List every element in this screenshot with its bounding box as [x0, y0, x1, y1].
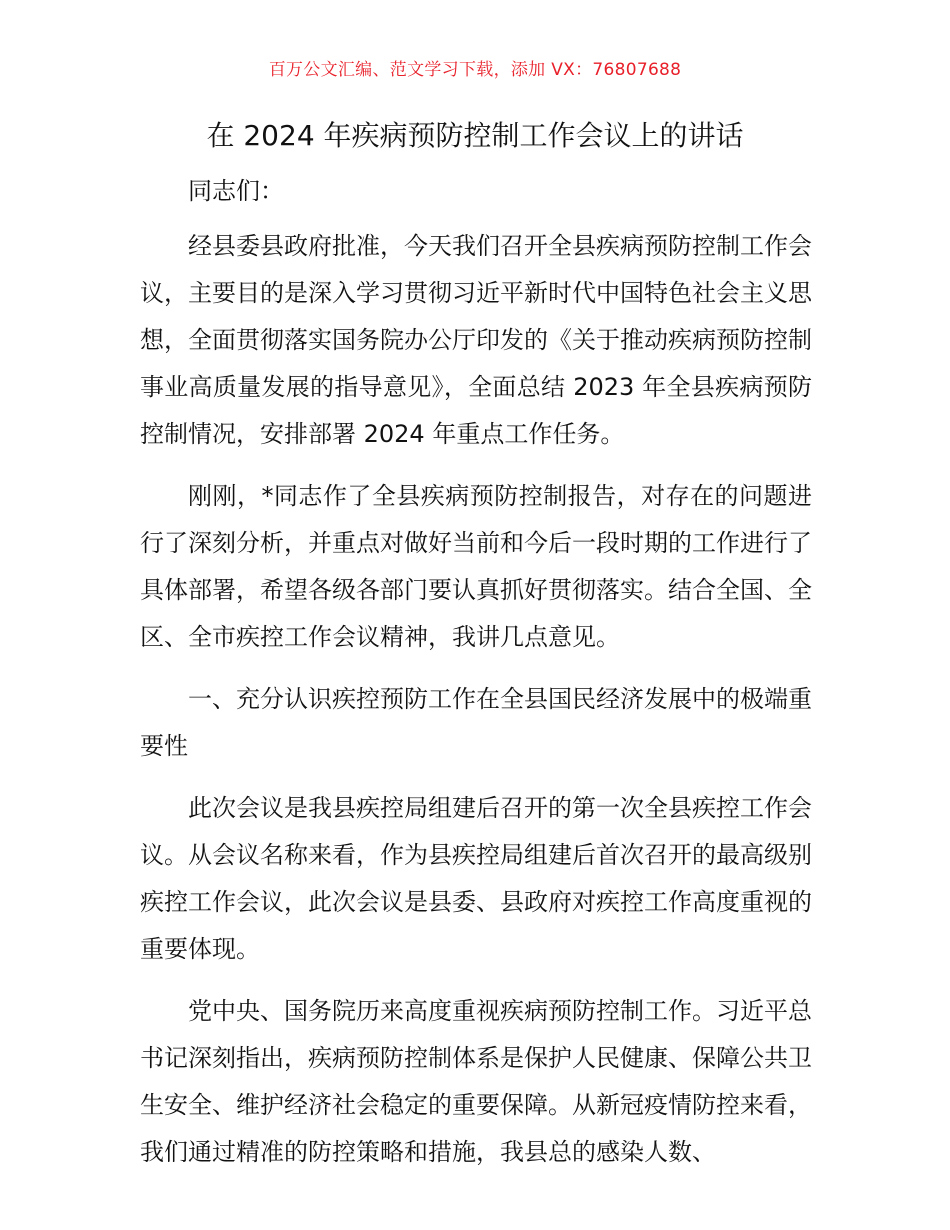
greeting: 同志们： [188, 177, 284, 205]
paragraph-intro: 经县委县政府批准，今天我们召开全县疾病预防控制工作会议，主要目的是深入学习贯彻习近平新时代中国特色社会主义思想，全面贯彻落实国务院办公厅印发的《关于推动疾病预防控制事业高质量发展的指导意见》，全面总结 2023 年全县疾病预防控制情况，安排部署 2024 年重点工作任务。 [140, 232, 812, 448]
paragraph-meeting: 此次会议是我县疾控局组建后召开的第一次全县疾控工作会议。从会议名称来看，作为县疾控局组建后首次召开的最高级别疾控工作会议，此次会议是县委、县政府对疾控工作高度重视的重要体现。 [140, 794, 812, 963]
document-title: 在 2024 年疾病预防控制工作会议上的讲话 [206, 119, 744, 152]
promo-header: 百万公文汇编、范文学习下载，添加 VX：76807688 [268, 60, 682, 80]
section-heading-1: 一、充分认识疾控预防工作在全县国民经济发展中的极端重要性 [140, 685, 812, 760]
document-body [140, 168, 812, 1191]
paragraph-report: 刚刚，*同志作了全县疾病预防控制报告，对存在的问题进行了深刻分析，并重点对做好当前和今后一段时期的工作进行了具体部署，希望各级各部门要认真抓好贯彻落实。结合全国、全区、全市疾控工作会议精神，我讲几点意见。 [140, 482, 812, 651]
paragraph-central-government: 党中央、国务院历来高度重视疾病预防控制工作。习近平总书记深刻指出，疾病预防控制体系是保护人民健康、保障公共卫生安全、维护经济社会稳定的重要保障。从新冠疫情防控来看，我们通过精准的防控策略和措施，我县总的感染人数、 [140, 997, 812, 1166]
